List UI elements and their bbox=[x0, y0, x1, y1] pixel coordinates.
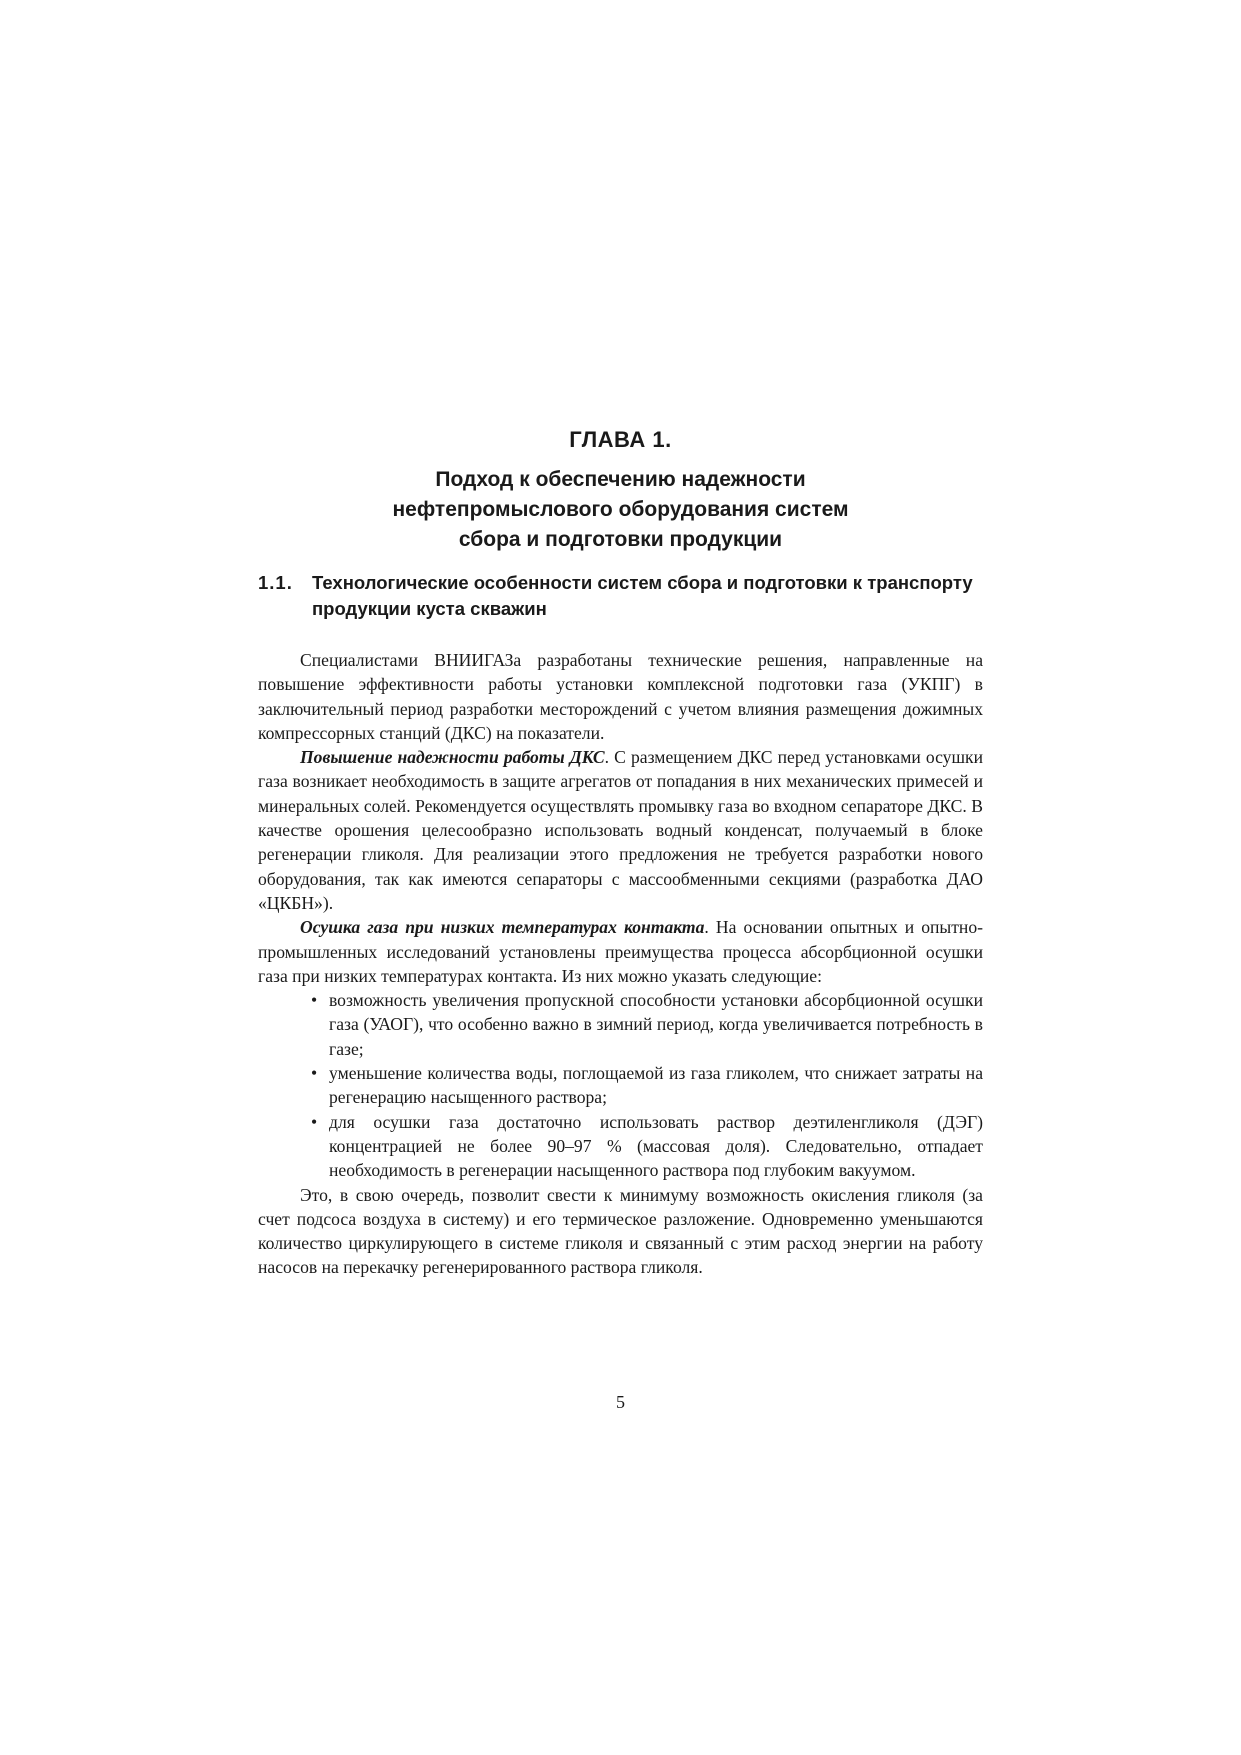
paragraph-text: Специалистами ВНИИГАЗа разработаны технические решения, направленные на повышение эффективности работы установки комплексной подготовки газа (УКПГ) в заключительный период разработки месторождений с учетом влияния размещения дожимных компрессорных станций (ДКС) на показатели. bbox=[258, 650, 983, 743]
chapter-title-line: сбора и подготовки продукции bbox=[458, 528, 783, 551]
list-item-text: для осушки газа достаточно использовать раствор деэтиленгликоля (ДЭГ) концентрацией не более 90–97 % (массовая доля). Следовательно, отпадает необходимость в регенерации насыщенного раствора под глубоким вакуумом. bbox=[329, 1111, 983, 1181]
list-item bbox=[311, 1061, 983, 1110]
section-number: 1.1. bbox=[258, 572, 293, 593]
run-in-heading: Повышение надежности работы ДКС bbox=[300, 747, 605, 768]
list-item-text: уменьшение количества воды, поглощаемой из газа гликолем, что снижает затраты на регенерацию насыщенного раствора; bbox=[329, 1063, 983, 1108]
section-title: Технологические особенности систем сбора и подготовки к транспорту продукции куста скважин bbox=[312, 572, 973, 619]
chapter-heading bbox=[258, 425, 983, 555]
page-number: 5 bbox=[616, 1392, 625, 1412]
paragraph bbox=[258, 745, 983, 915]
chapter-title-line: нефтепромыслового оборудования систем bbox=[392, 498, 849, 521]
paragraph bbox=[258, 648, 983, 745]
paragraph-text: . С размещением ДКС перед установками осушки газа возникает необходимость в защите агрегатов от попадания в них механических примесей и минеральных солей. Рекомендуется осуществлять промывку газа во входном сепараторе ДКС. В качестве орошения целесообразно использовать водный конденсат, получаемый в блоке регенерации гликоля. Для реализации этого предложения не требуется разработки нового оборудования, так как имеются сепараторы с массообменными секциями (разработка ДАО «ЦКБН»). bbox=[258, 747, 983, 913]
chapter-title-line: Подход к обеспечению надежности bbox=[435, 468, 806, 491]
list-item bbox=[311, 1110, 983, 1183]
bullet-icon: • bbox=[311, 1111, 318, 1132]
list-item bbox=[311, 988, 983, 1061]
paragraph-text: . На основании опытных и опытно-промышленных исследований установлены преимущества процесса абсорбционной осушки газа при низких температурах контакта. Из них можно указать следующие: bbox=[258, 917, 983, 986]
list-item-text: возможность увеличения пропускной способности установки абсорбционной осушки газа (УАОГ), что особенно важно в зимний период, когда увеличивается потребность в газе; bbox=[329, 990, 983, 1059]
bullet-list bbox=[258, 988, 983, 1182]
chapter-label: ГЛАВА 1. bbox=[569, 427, 672, 452]
section-heading bbox=[258, 570, 983, 622]
body-text bbox=[258, 648, 983, 1280]
paragraph-text: Это, в свою очередь, позволит свести к минимуму возможность окисления гликоля (за счет подсоса воздуха в систему) и его термическое разложение. Одновременно уменьшаются количество циркулирующего в системе гликоля и связанный с этим расход энергии на работу насосов на перекачку регенерированного раствора гликоля. bbox=[258, 1184, 983, 1278]
run-in-heading: Осушка газа при низких температурах контакта bbox=[300, 917, 705, 938]
bullet-icon: • bbox=[311, 990, 318, 1011]
paragraph bbox=[258, 915, 983, 988]
paragraph bbox=[258, 1183, 983, 1280]
bullet-icon: • bbox=[311, 1063, 318, 1084]
chapter-title bbox=[258, 465, 983, 555]
